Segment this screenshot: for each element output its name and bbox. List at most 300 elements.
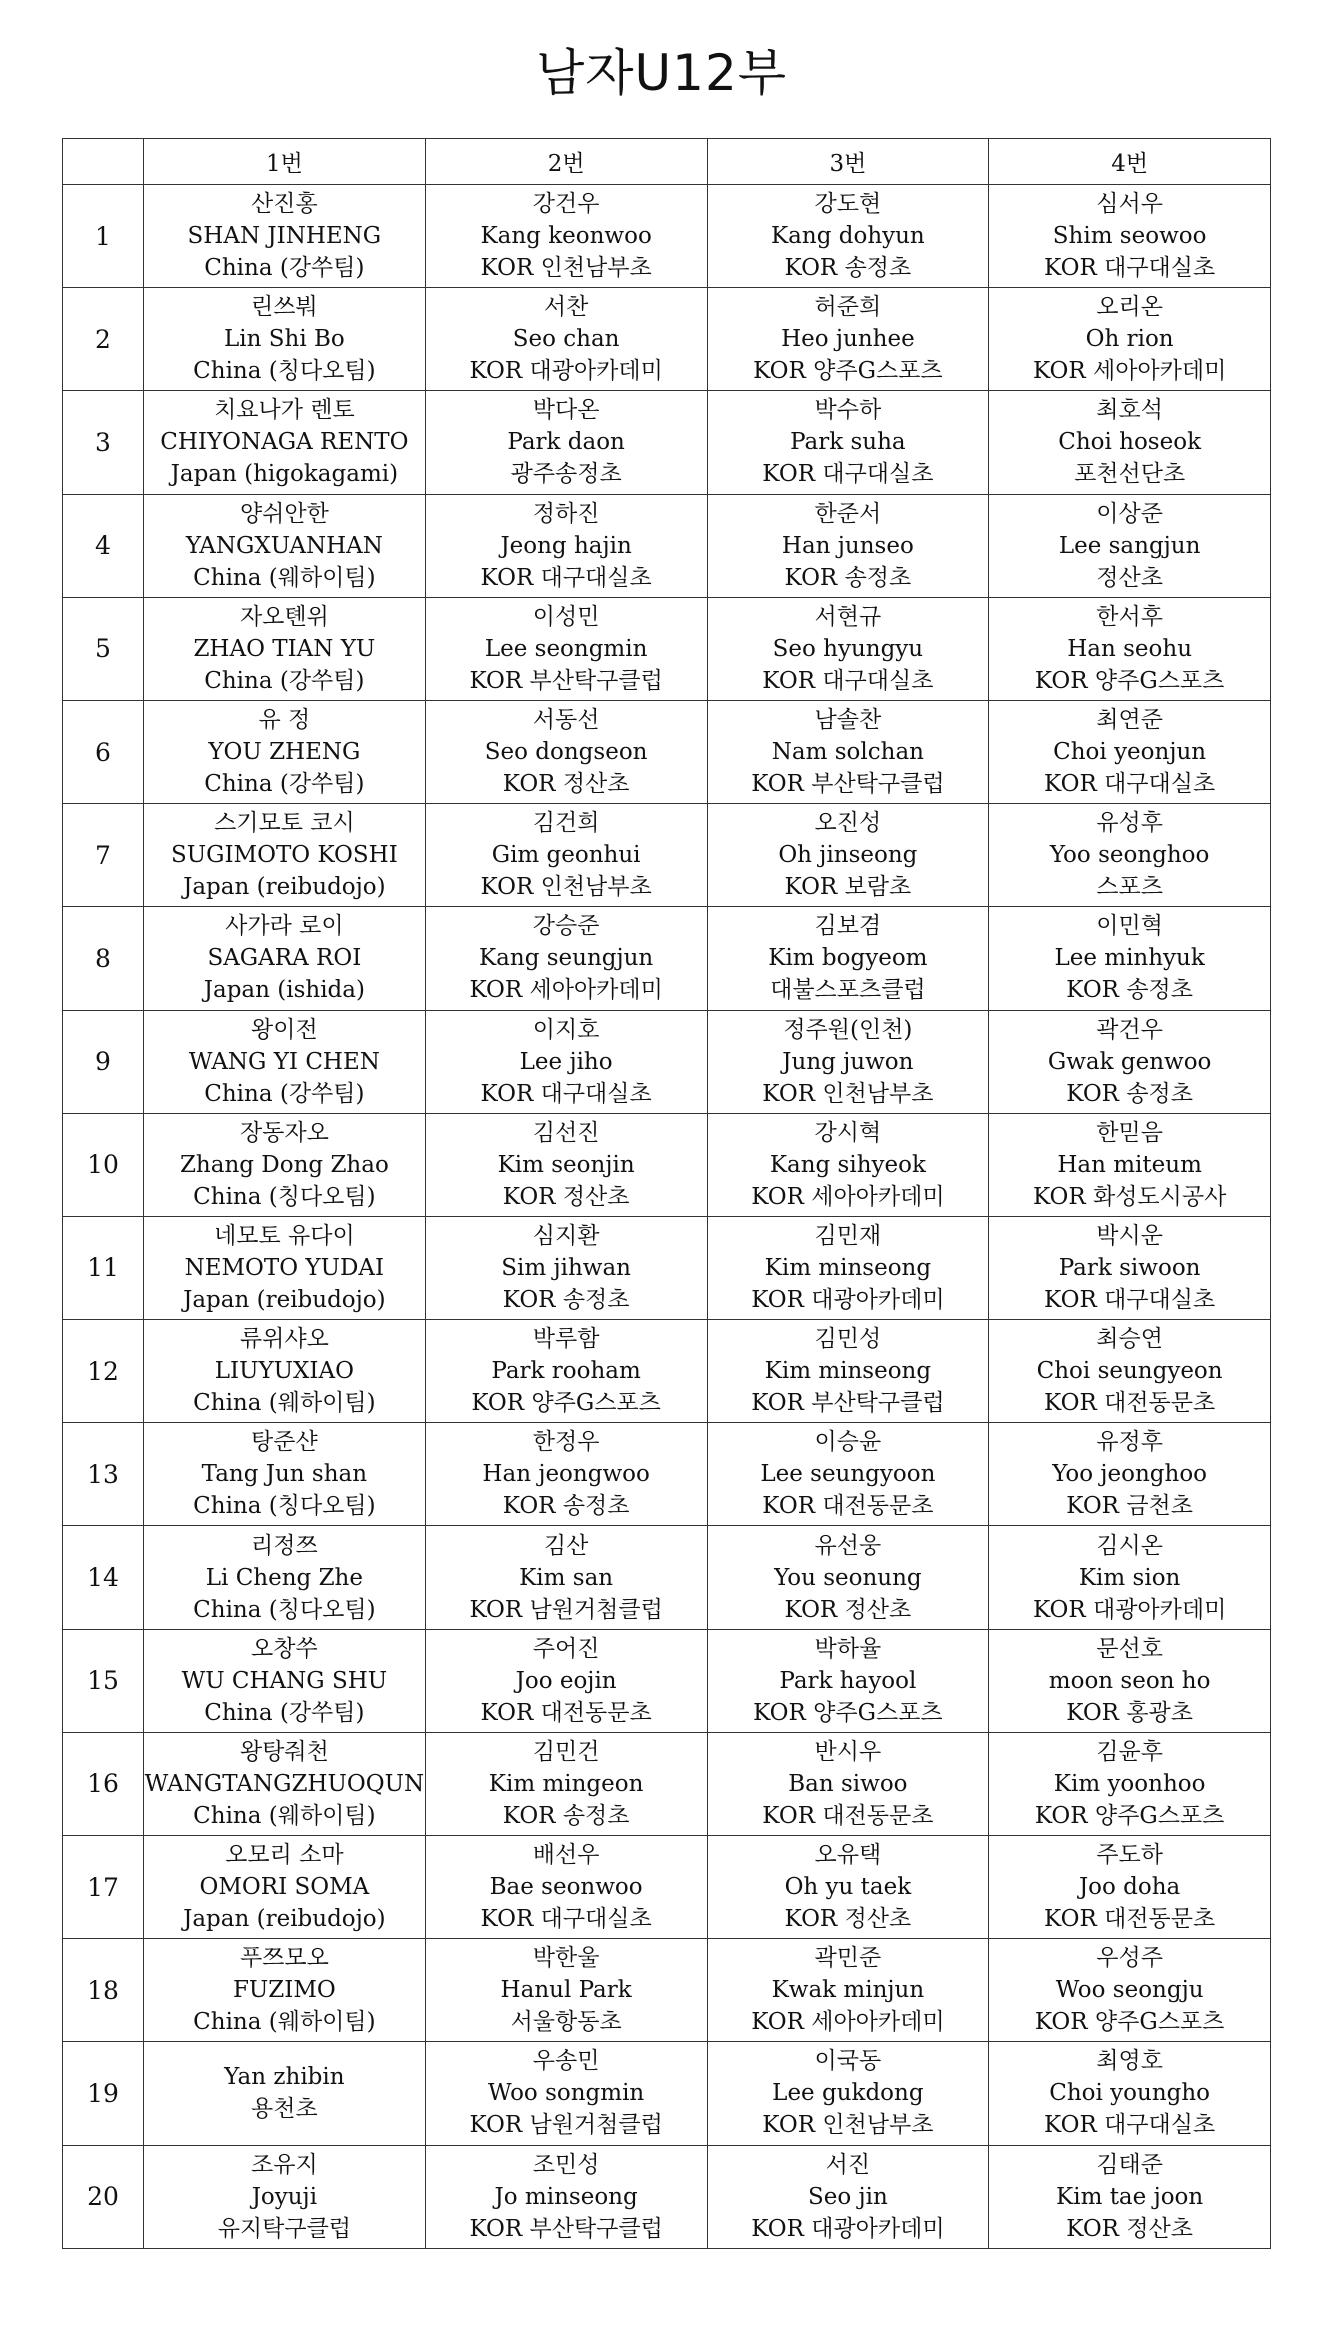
player-romanized-name: OMORI SOMA — [199, 1874, 370, 1901]
player-cell — [707, 391, 989, 494]
player-romanized-name: Yoo seonghoo — [1049, 842, 1210, 869]
player-affiliation: China (칭다오팀) — [193, 358, 376, 385]
table-row — [63, 1526, 1271, 1629]
player-name: 이성민 — [532, 603, 600, 630]
player-affiliation: China (강쑤팀) — [204, 255, 365, 282]
table-row — [63, 907, 1271, 1010]
player-affiliation: KOR 부산탁구클럽 — [469, 2215, 663, 2242]
table-row — [63, 1423, 1271, 1526]
player-affiliation: 정산초 — [1096, 564, 1163, 591]
player-affiliation: KOR 대구대실초 — [480, 564, 652, 591]
player-cell — [425, 2042, 707, 2145]
player-name: 탕준샨 — [251, 1429, 318, 1456]
player-affiliation: China (웨하이팀) — [193, 1390, 376, 1417]
page-title: 남자U12부 — [535, 44, 788, 102]
player-affiliation: KOR 정산초 — [1066, 2215, 1193, 2242]
player-name: 최승연 — [1096, 1326, 1163, 1353]
player-romanized-name: Heo junhee — [781, 326, 915, 353]
player-romanized-name: Park daon — [507, 429, 625, 456]
player-name: 장동자오 — [239, 1119, 329, 1146]
player-affiliation: China (강쑤팀) — [204, 1699, 365, 1726]
player-cell — [707, 1629, 989, 1732]
player-cell — [707, 804, 989, 907]
player-romanized-name: WU CHANG SHU — [181, 1667, 388, 1694]
group-draw-table — [62, 138, 1271, 2249]
group-number: 10 — [63, 1113, 144, 1216]
player-romanized-name: YANGXUANHAN — [185, 532, 383, 559]
player-romanized-name: moon seon ho — [1048, 1667, 1211, 1694]
player-cell — [144, 1320, 426, 1423]
player-affiliation: China (강쑤팀) — [204, 771, 365, 798]
player-cell — [989, 2145, 1271, 2248]
player-name: 박루함 — [532, 1326, 600, 1353]
player-affiliation: KOR 정산초 — [784, 1596, 912, 1623]
player-cell — [144, 597, 426, 700]
player-affiliation: KOR 양주G스포츠 — [753, 358, 943, 385]
header-row — [63, 139, 1271, 185]
player-romanized-name: Choi seungyeon — [1036, 1358, 1223, 1385]
player-affiliation: KOR 인천남부초 — [762, 2112, 934, 2139]
table-row — [63, 1010, 1271, 1113]
table-row — [63, 185, 1271, 288]
player-cell — [707, 1010, 989, 1113]
player-name: 최영호 — [1096, 2048, 1163, 2075]
player-affiliation: KOR 세아아카데미 — [751, 1183, 945, 1210]
player-affiliation: KOR 송정초 — [502, 1493, 630, 1520]
player-romanized-name: Tang Jun shan — [201, 1461, 368, 1488]
player-cell — [425, 907, 707, 1010]
player-cell — [707, 494, 989, 597]
player-cell — [989, 804, 1271, 907]
player-affiliation: KOR 대구대실초 — [762, 667, 934, 694]
player-affiliation: KOR 남원거첨클럽 — [469, 2112, 663, 2139]
player-affiliation: KOR 대전동문초 — [762, 1802, 934, 1829]
player-affiliation: KOR 대전동문초 — [762, 1493, 934, 1520]
player-affiliation: KOR 양주G스포츠 — [471, 1390, 661, 1417]
player-cell — [989, 1113, 1271, 1216]
player-affiliation: KOR 인천남부초 — [480, 874, 652, 901]
table-row — [63, 700, 1271, 803]
player-affiliation: China (강쑤팀) — [204, 1080, 365, 1107]
player-affiliation: KOR 대전동문초 — [1044, 1906, 1216, 1933]
player-cell — [144, 2042, 426, 2145]
player-cell — [425, 1526, 707, 1629]
player-cell — [425, 288, 707, 391]
player-romanized-name: Lee jiho — [519, 1048, 613, 1075]
player-romanized-name: SAGARA ROI — [207, 945, 362, 972]
group-number: 4 — [63, 494, 144, 597]
player-romanized-name: Shim seowoo — [1052, 223, 1207, 250]
player-affiliation: China (칭다오팀) — [193, 1183, 376, 1210]
player-cell — [425, 1216, 707, 1319]
player-name: 류위샤오 — [239, 1326, 329, 1353]
player-romanized-name: WANGTANGZHUOQUN — [144, 1770, 425, 1797]
player-romanized-name: Ban siwoo — [788, 1770, 908, 1797]
player-affiliation: Japan (reibudojo) — [183, 1906, 386, 1933]
player-affiliation: China (웨하이팀) — [193, 564, 376, 591]
player-romanized-name: SHAN JINHENG — [187, 223, 382, 250]
group-number: 5 — [63, 597, 144, 700]
player-romanized-name: Kim minseong — [764, 1358, 932, 1385]
player-affiliation: KOR 홍광초 — [1066, 1699, 1193, 1726]
player-affiliation: Japan (ishida) — [203, 977, 365, 1004]
player-cell — [707, 597, 989, 700]
player-affiliation: KOR 보람초 — [784, 874, 912, 901]
player-romanized-name: Kim minseong — [764, 1254, 932, 1281]
player-name: 서진 — [825, 2151, 871, 2178]
player-cell — [707, 1939, 989, 2042]
player-name: 한준서 — [814, 500, 882, 527]
player-cell — [707, 1836, 989, 1939]
player-romanized-name: Han jeongwoo — [482, 1461, 650, 1488]
player-cell — [707, 700, 989, 803]
player-cell — [144, 2145, 426, 2248]
group-number: 12 — [63, 1320, 144, 1423]
player-cell — [707, 1423, 989, 1526]
player-affiliation: KOR 대구대실초 — [762, 461, 934, 488]
column-header-seed-4: 4번 — [989, 139, 1271, 185]
player-affiliation: KOR 남원거첨클럽 — [469, 1596, 663, 1623]
player-name: 사가라 로이 — [225, 913, 344, 940]
player-affiliation: Japan (reibudojo) — [183, 874, 386, 901]
player-name: 오창쑤 — [251, 1635, 318, 1662]
player-name: 산진홍 — [251, 191, 318, 218]
player-affiliation: KOR 대구대실초 — [480, 1906, 652, 1933]
player-romanized-name: Gwak genwoo — [1047, 1048, 1212, 1075]
player-name: 린쓰붜 — [251, 294, 318, 321]
table-row — [63, 288, 1271, 391]
player-name: 김건희 — [532, 810, 600, 837]
player-romanized-name: Hanul Park — [500, 1977, 632, 2004]
player-affiliation: 스포츠 — [1096, 874, 1163, 901]
player-cell — [989, 1320, 1271, 1423]
player-romanized-name: Lee gukdong — [772, 2080, 924, 2107]
player-affiliation: KOR 세아아카데미 — [469, 977, 663, 1004]
player-romanized-name: Gim geonhui — [491, 842, 641, 869]
column-header-seed-2: 2번 — [425, 139, 707, 185]
player-cell — [707, 1526, 989, 1629]
player-affiliation: KOR 양주G스포츠 — [1034, 2009, 1225, 2036]
player-cell — [425, 1010, 707, 1113]
player-romanized-name: Oh rion — [1085, 326, 1174, 353]
player-name: 서현규 — [814, 603, 882, 630]
player-cell — [144, 1216, 426, 1319]
player-name: 오진성 — [814, 810, 882, 837]
player-romanized-name: Choi hoseok — [1058, 429, 1202, 456]
group-number: 3 — [63, 391, 144, 494]
player-romanized-name: Kim san — [519, 1564, 614, 1591]
player-affiliation: Japan (reibudojo) — [183, 1286, 386, 1313]
player-affiliation: KOR 송정초 — [784, 255, 912, 282]
player-affiliation: KOR 대광아카데미 — [1032, 1596, 1227, 1623]
player-name: 허준희 — [814, 294, 882, 321]
column-header-group — [63, 139, 144, 185]
player-romanized-name: Kim tae joon — [1056, 2183, 1204, 2210]
player-affiliation: KOR 대구대실초 — [1044, 2112, 1216, 2139]
player-romanized-name: Kim yoonhoo — [1053, 1770, 1206, 1797]
player-romanized-name: Lee minhyuk — [1054, 945, 1205, 972]
player-name: 강건우 — [532, 191, 600, 218]
player-cell — [425, 804, 707, 907]
player-romanized-name: You seonung — [774, 1564, 922, 1591]
player-name: 네모토 유다이 — [214, 1222, 355, 1249]
player-cell — [989, 288, 1271, 391]
player-cell — [144, 1629, 426, 1732]
player-affiliation: China (웨하이팀) — [193, 2009, 376, 2036]
player-romanized-name: Sim jihwan — [501, 1254, 631, 1281]
player-name: 푸쯔모오 — [239, 1945, 329, 1972]
player-name: 김선진 — [532, 1119, 600, 1146]
player-name: 유 정 — [258, 707, 311, 734]
player-cell — [144, 907, 426, 1010]
player-name: 유선웅 — [814, 1532, 882, 1559]
player-name: 오모리 소마 — [225, 1842, 344, 1869]
player-romanized-name: Lee sangjun — [1058, 532, 1201, 559]
player-romanized-name: Jeong hajin — [500, 532, 632, 559]
player-affiliation: Japan (higokagami) — [170, 461, 399, 488]
player-romanized-name: Nam solchan — [771, 739, 924, 766]
player-cell — [989, 1010, 1271, 1113]
column-header-seed-1: 1번 — [144, 139, 426, 185]
player-name: 왕탕줘천 — [239, 1738, 329, 1765]
player-romanized-name: Seo dongseon — [484, 739, 648, 766]
player-cell — [144, 1836, 426, 1939]
player-romanized-name: Joo doha — [1078, 1874, 1181, 1901]
player-romanized-name: Park rooham — [491, 1358, 641, 1385]
player-affiliation: KOR 부산탁구클럽 — [751, 1390, 945, 1417]
player-affiliation: KOR 양주G스포츠 — [1034, 667, 1225, 694]
player-romanized-name: Kim seonjin — [497, 1151, 635, 1178]
player-romanized-name: Yoo jeonghoo — [1052, 1461, 1208, 1488]
player-name: 김보겸 — [814, 913, 882, 940]
player-romanized-name: LIUYUXIAO — [214, 1358, 354, 1385]
player-affiliation: KOR 양주G스포츠 — [1034, 1802, 1225, 1829]
player-romanized-name: Seo hyungyu — [772, 635, 924, 662]
table-row — [63, 1939, 1271, 2042]
player-romanized-name: Kang keonwoo — [480, 223, 652, 250]
player-name: 이상준 — [1096, 500, 1163, 527]
table-row — [63, 597, 1271, 700]
player-cell — [144, 1732, 426, 1835]
player-affiliation: KOR 정산초 — [502, 771, 630, 798]
player-affiliation: KOR 대광아카데미 — [751, 1286, 945, 1313]
player-cell — [425, 1320, 707, 1423]
player-affiliation: KOR 송정초 — [784, 564, 912, 591]
group-number: 13 — [63, 1423, 144, 1526]
player-romanized-name: Joo eojin — [515, 1667, 617, 1694]
player-affiliation: 유지탁구클럽 — [217, 2215, 352, 2242]
player-name: 김민성 — [814, 1326, 882, 1353]
player-name: 심지환 — [532, 1222, 600, 1249]
player-name: 곽민준 — [814, 1945, 882, 1972]
player-romanized-name: Seo jin — [807, 2183, 888, 2210]
column-header-seed-3: 3번 — [707, 139, 989, 185]
player-affiliation: 서울항동초 — [510, 2009, 622, 2036]
player-affiliation: 용천초 — [251, 2096, 318, 2123]
player-affiliation: KOR 세아아카데미 — [1032, 358, 1227, 385]
player-name: 반시우 — [814, 1738, 882, 1765]
player-romanized-name: Kim mingeon — [488, 1770, 644, 1797]
player-affiliation: KOR 금천초 — [1066, 1493, 1193, 1520]
player-cell — [425, 391, 707, 494]
player-romanized-name: ZHAO TIAN YU — [193, 635, 376, 662]
player-romanized-name: Joyuji — [251, 2183, 318, 2210]
table-row — [63, 391, 1271, 494]
player-affiliation: KOR 부산탁구클럽 — [751, 771, 945, 798]
group-number: 19 — [63, 2042, 144, 2145]
table-row — [63, 1836, 1271, 1939]
player-affiliation: KOR 대광아카데미 — [469, 358, 663, 385]
group-number: 11 — [63, 1216, 144, 1319]
player-name: 한믿음 — [1096, 1119, 1163, 1146]
player-cell — [989, 1526, 1271, 1629]
player-name: 조유지 — [251, 2151, 318, 2178]
player-name: 서찬 — [543, 294, 589, 321]
player-romanized-name: Bae seonwoo — [489, 1874, 643, 1901]
player-name: 정하진 — [532, 500, 600, 527]
group-number: 16 — [63, 1732, 144, 1835]
player-affiliation: China (강쑤팀) — [204, 667, 365, 694]
player-romanized-name: Park suha — [790, 429, 906, 456]
player-cell — [707, 1320, 989, 1423]
player-romanized-name: Han seohu — [1067, 635, 1193, 662]
player-affiliation: China (칭다오팀) — [193, 1493, 376, 1520]
player-affiliation: China (웨하이팀) — [193, 1802, 376, 1829]
player-name: 오리온 — [1096, 294, 1163, 321]
player-romanized-name: Woo seongju — [1055, 1977, 1204, 2004]
table-body — [63, 185, 1271, 2249]
player-affiliation: KOR 대구대실초 — [1044, 1286, 1216, 1313]
player-romanized-name: Jung juwon — [782, 1048, 914, 1075]
player-romanized-name: Jo minseong — [494, 2183, 638, 2210]
player-name: 한서후 — [1096, 603, 1163, 630]
player-cell — [144, 1010, 426, 1113]
player-cell — [707, 1216, 989, 1319]
group-number: 17 — [63, 1836, 144, 1939]
player-romanized-name: Kwak minjun — [771, 1977, 925, 2004]
player-affiliation: KOR 송정초 — [502, 1286, 630, 1313]
player-romanized-name: Lin Shi Bo — [224, 326, 345, 353]
player-name: 치요나가 렌토 — [214, 397, 355, 424]
player-affiliation: KOR 대광아카데미 — [751, 2215, 945, 2242]
player-name: 강도현 — [814, 191, 882, 218]
player-name: 김윤후 — [1096, 1738, 1163, 1765]
player-name: 박다온 — [532, 397, 600, 424]
player-romanized-name: WANG YI CHEN — [188, 1048, 380, 1075]
player-affiliation: KOR 송정초 — [1066, 977, 1193, 1004]
player-name: 한정우 — [532, 1429, 600, 1456]
group-number: 18 — [63, 1939, 144, 2042]
group-number: 1 — [63, 185, 144, 288]
player-romanized-name: Kang dohyun — [771, 223, 925, 250]
player-cell — [144, 1423, 426, 1526]
player-name: 김태준 — [1096, 2151, 1163, 2178]
player-romanized-name: Kang seungjun — [478, 945, 654, 972]
player-name: 곽건우 — [1096, 1016, 1163, 1043]
player-romanized-name: Park siwoon — [1058, 1254, 1201, 1281]
player-cell — [707, 2145, 989, 2248]
player-affiliation: KOR 송정초 — [502, 1802, 630, 1829]
player-cell — [144, 288, 426, 391]
player-name: 주도하 — [1096, 1842, 1163, 1869]
player-name: 이국동 — [814, 2048, 882, 2075]
table-row — [63, 1216, 1271, 1319]
player-cell — [707, 1113, 989, 1216]
player-romanized-name: Oh yu taek — [784, 1874, 912, 1901]
player-romanized-name: Kim bogyeom — [768, 945, 928, 972]
player-romanized-name: SUGIMOTO KOSHI — [170, 842, 398, 869]
player-romanized-name: Woo songmin — [488, 2080, 645, 2107]
player-cell — [144, 185, 426, 288]
player-affiliation: KOR 대구대실초 — [1044, 255, 1216, 282]
player-name: 문선호 — [1096, 1635, 1163, 1662]
group-number: 7 — [63, 804, 144, 907]
player-name: 오유택 — [814, 1842, 882, 1869]
player-affiliation: KOR 화성도시공사 — [1032, 1183, 1227, 1210]
player-romanized-name: Oh jinseong — [778, 842, 918, 869]
player-affiliation: China (칭다오팀) — [193, 1596, 376, 1623]
player-romanized-name: Seo chan — [512, 326, 620, 353]
player-cell — [989, 1423, 1271, 1526]
table-row — [63, 494, 1271, 597]
group-number: 20 — [63, 2145, 144, 2248]
player-romanized-name: Han junseo — [781, 532, 914, 559]
player-cell — [425, 2145, 707, 2248]
player-name: 리정쯔 — [251, 1532, 318, 1559]
player-name: Yan zhibin — [224, 2064, 345, 2091]
player-affiliation: KOR 대전동문초 — [480, 1699, 652, 1726]
table-row — [63, 1732, 1271, 1835]
player-affiliation: KOR 정산초 — [784, 1906, 912, 1933]
player-cell — [989, 1216, 1271, 1319]
player-name: 강승준 — [532, 913, 600, 940]
player-romanized-name: FUZIMO — [232, 1977, 336, 2004]
group-number: 2 — [63, 288, 144, 391]
player-affiliation: KOR 인천남부초 — [480, 255, 652, 282]
player-affiliation: KOR 대구대실초 — [1044, 771, 1216, 798]
player-name: 유정후 — [1096, 1429, 1163, 1456]
player-cell — [707, 288, 989, 391]
player-cell — [707, 1732, 989, 1835]
player-cell — [425, 1423, 707, 1526]
player-name: 배선우 — [532, 1842, 600, 1869]
player-affiliation: KOR 정산초 — [502, 1183, 630, 1210]
player-name: 강시혁 — [814, 1119, 882, 1146]
group-number: 9 — [63, 1010, 144, 1113]
player-name: 심서우 — [1096, 191, 1163, 218]
player-name: 박수하 — [814, 397, 882, 424]
player-name: 정주원(인천) — [783, 1016, 913, 1043]
player-name: 스기모토 코시 — [214, 810, 355, 837]
player-cell — [144, 1113, 426, 1216]
player-romanized-name: Li Cheng Zhe — [205, 1564, 363, 1591]
player-cell — [989, 1732, 1271, 1835]
player-cell — [425, 1732, 707, 1835]
player-affiliation: KOR 송정초 — [1066, 1080, 1193, 1107]
player-cell — [144, 804, 426, 907]
player-cell — [989, 700, 1271, 803]
player-name: 이민혁 — [1096, 913, 1163, 940]
player-affiliation: KOR 대구대실초 — [480, 1080, 652, 1107]
player-name: 최호석 — [1096, 397, 1163, 424]
player-romanized-name: YOU ZHENG — [208, 739, 361, 766]
table-row — [63, 1320, 1271, 1423]
player-cell — [425, 185, 707, 288]
player-name: 이지호 — [532, 1016, 600, 1043]
player-name: 조민성 — [532, 2151, 600, 2178]
player-cell — [989, 494, 1271, 597]
player-affiliation: 대불스포츠클럽 — [770, 977, 926, 1004]
